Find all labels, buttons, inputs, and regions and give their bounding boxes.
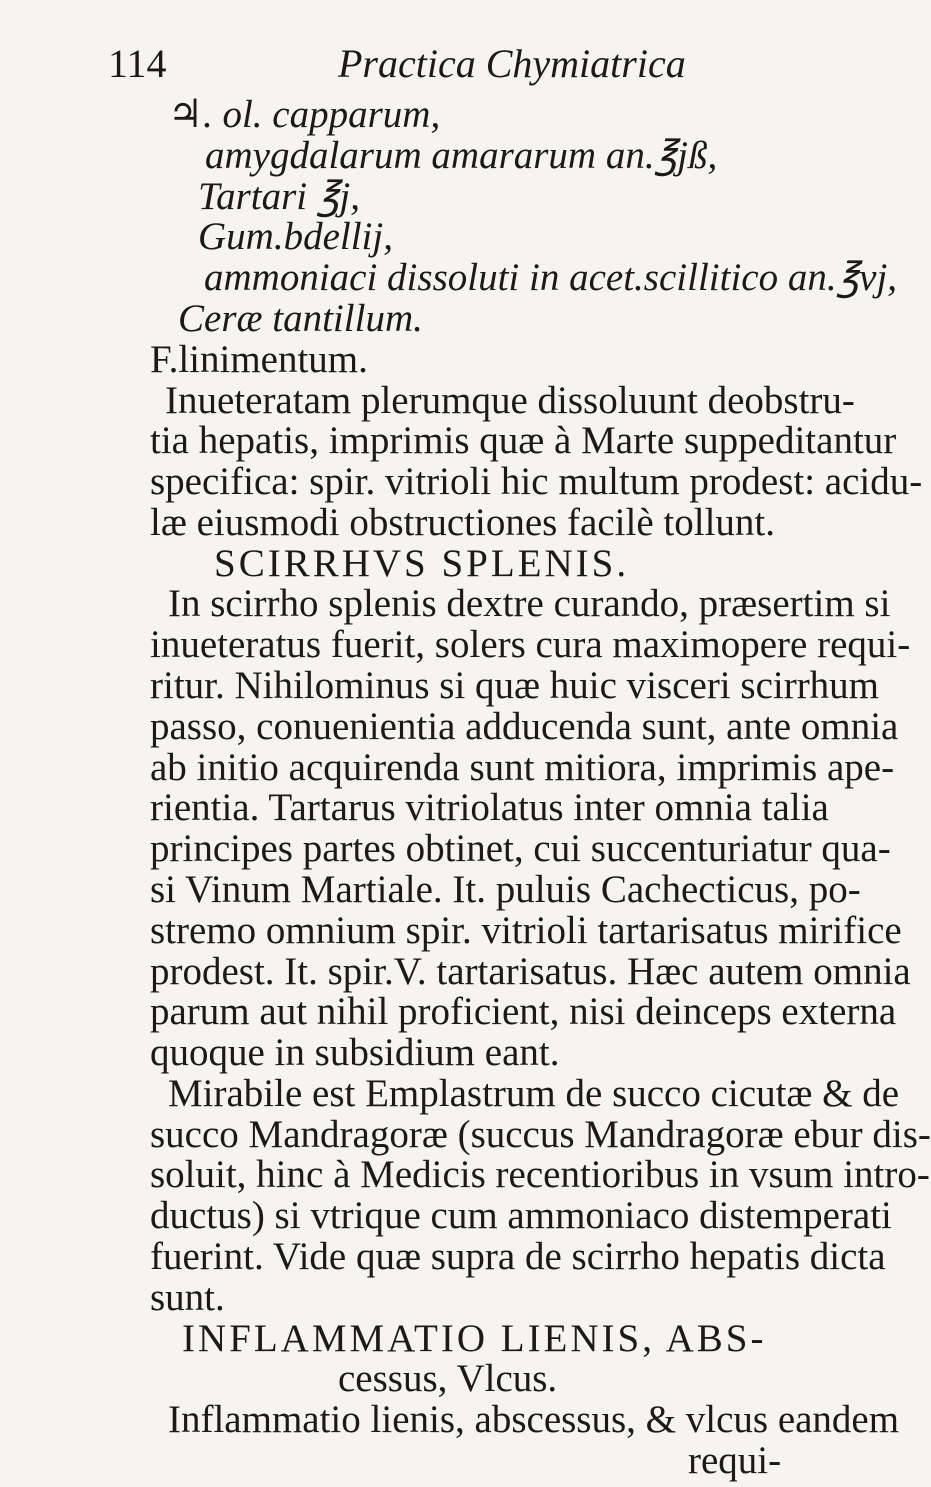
catchword: requi-: [688, 1439, 782, 1482]
text-line: Mirabile est Emplastrum de succo cicutæ & de: [168, 1071, 900, 1115]
text-line: In scirrho splenis dextre curando, præsertim si: [168, 582, 891, 626]
recipe-line: Gum.bdellij,: [198, 215, 393, 259]
recipe-line: Tartari ℥j,: [198, 174, 360, 218]
text-line: fuerint. Vide quæ supra de scirrho hepatis dicta: [150, 1235, 886, 1279]
text-line: Inflammatio lienis, abscessus, & vlcus eandem: [168, 1398, 900, 1442]
text-line: Inueteratam plerumque dissoluunt deobstru-: [165, 378, 855, 422]
text-line: stremo omnium spir. vitrioli tartarisatus mirifice: [150, 908, 902, 952]
text-line: sunt.: [150, 1275, 225, 1319]
running-title: Practica Chymiatrica: [338, 41, 686, 86]
text-line: specifica: spir. vitrioli hic multum prodest: acidu-: [150, 460, 923, 504]
text-line: ritur. Nihilominus si quæ huic visceri scirrhum: [150, 664, 880, 708]
text-line: tia hepatis, imprimis quæ à Marte suppeditantur: [150, 419, 897, 463]
recipe-line: Ceræ tantillum.: [178, 296, 423, 340]
text-line: si Vinum Martiale. It. puluis Cachecticus, po-: [150, 867, 861, 911]
page-number: 114: [108, 41, 167, 86]
text-line: læ eiusmodi obstructiones facilè tollunt.: [150, 500, 775, 544]
text-line: F.linimentum.: [150, 337, 368, 381]
text-line: quoque in subsidium eant.: [150, 1031, 560, 1075]
text-line: prodest. It. spir.V. tartarisatus. Hæc autem omnia: [150, 949, 911, 993]
text-line: inueteratus fuerit, solers cura maximopere requi-: [150, 623, 911, 667]
section-heading: INFLAMMATIO LIENIS, ABS-: [182, 1316, 767, 1360]
recipe-line: amygdalarum amararum an.℥jß,: [205, 133, 718, 177]
text-line: succo Mandragoræ (succus Mandragoræ ebur dis-: [150, 1112, 931, 1156]
recipe-line: ammoniaci dissoluti in acet.scillitico an.℥vj,: [204, 256, 898, 300]
text-line: passo, conuenientia adducenda sunt, ante omnia: [150, 704, 899, 748]
text-line: ab initio acquirenda sunt mitiora, imprimis ape-: [150, 745, 895, 789]
section-heading: SCIRRHVS SPLENIS.: [214, 541, 630, 585]
section-heading-continued: cessus, Vlcus.: [338, 1357, 558, 1401]
text-line: principes partes obtinet, cui succenturiatur qua-: [150, 827, 891, 871]
text-line: soluit, hinc à Medicis recentioribus in vsum intro-: [150, 1153, 930, 1197]
page-header: [0, 40, 800, 90]
text-line: ductus) si vtrique cum ammoniaco distemperati: [150, 1194, 892, 1238]
text-line: parum aut nihil proficient, nisi deinceps externa: [150, 990, 897, 1034]
recipe-line: ♃. ol. capparum,: [168, 93, 441, 136]
text-line: rientia. Tartarus vitriolatus inter omnia talia: [150, 786, 829, 830]
